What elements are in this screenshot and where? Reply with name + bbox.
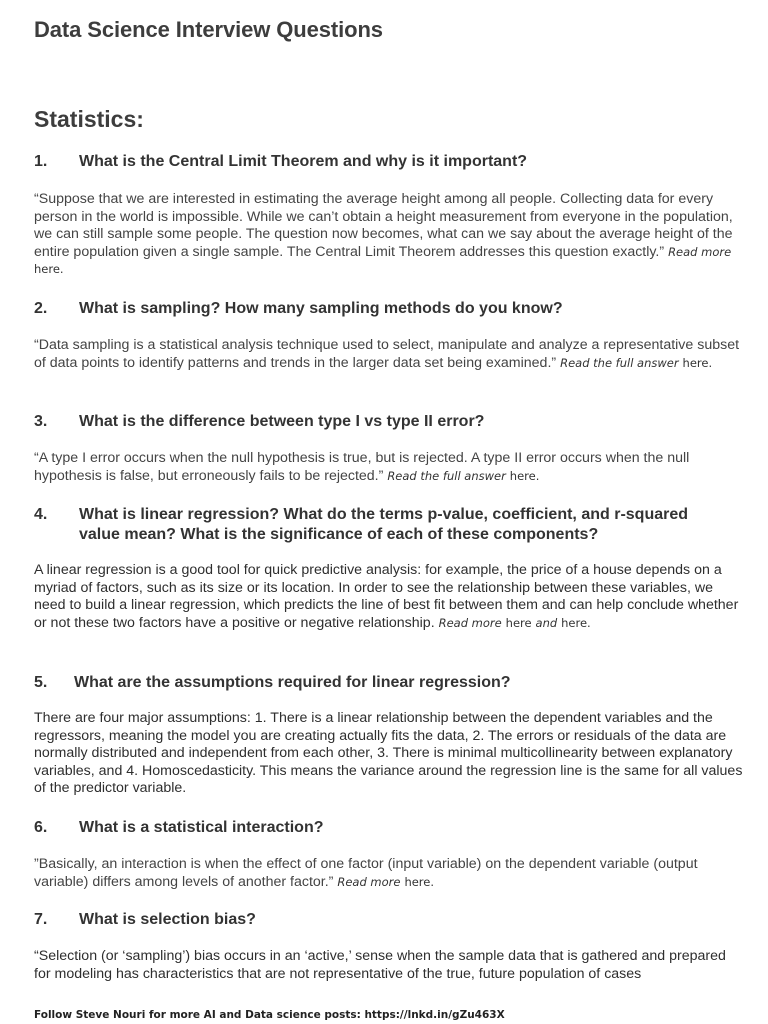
- question-text: What is selection bias?: [79, 911, 256, 928]
- question-7: [34, 910, 746, 930]
- question-2: [34, 299, 746, 319]
- answer-text: “Data sampling is a statistical analysis technique used to select, manipulate and analyze a representative subset of data points to identify patterns and trends in the larger data set being examined.”: [34, 337, 740, 371]
- question-number: 2.: [34, 300, 48, 317]
- document-title: Data Science Interview Questions: [34, 17, 383, 42]
- read-full-answer-link[interactable]: Read the full answer: [387, 468, 506, 483]
- question-text: What is the difference between type I vs type II error?: [79, 413, 485, 430]
- here-link[interactable]: here: [505, 615, 532, 630]
- question-4: [34, 505, 724, 545]
- here-link[interactable]: here.: [682, 355, 713, 370]
- question-number: 4.: [34, 506, 48, 523]
- answer-6: [34, 856, 746, 891]
- answer-text: “Suppose that we are interested in estimating the average height among all people. Collecting data for every person in the world is impossible. While we can’t obtain a height measurement from everyone in the population, we can still sample some people. The question now becomes, what can we say about the average height of the entire population given a single sample. The Central Limit Theorem addresses this question exactly.”: [34, 191, 733, 260]
- question-number: 7.: [34, 911, 48, 928]
- question-number: 5.: [34, 674, 48, 691]
- here-link[interactable]: here.: [404, 874, 435, 889]
- question-text: What is a statistical interaction?: [79, 819, 324, 836]
- answer-text: A linear regression is a good tool for quick predictive analysis: for example, the price of a house depends on a myriad of factors, such as its size or its location. In order to see the relationship between these variables, we need to build a linear regression, which predicts the line of best fit between them and can help conclude whether or not these two factors have a positive or negative relationship.: [34, 562, 739, 631]
- question-text: What is sampling? How many sampling methods do you know?: [79, 300, 563, 317]
- answer-text: “A type I error occurs when the null hypothesis is true, but is rejected. A type II error occurs when the null hypothesis is false, but erroneously fails to be rejected.”: [34, 450, 690, 484]
- question-1: [34, 152, 746, 172]
- and-text: and: [535, 615, 558, 630]
- answer-4: [34, 562, 746, 632]
- answer-3: [34, 450, 746, 485]
- answer-text: ”Basically, an interaction is when the effect of one factor (input variable) on the dependent variable (output variable) differs among levels of another factor.”: [34, 856, 698, 890]
- question-3: [34, 412, 746, 432]
- footer-text: Follow Steve Nouri for more AI and Data science posts: https://lnkd.in/gZu463X: [34, 1009, 505, 1021]
- read-full-answer-link[interactable]: Read the full answer: [560, 355, 679, 370]
- read-more-link[interactable]: Read more: [438, 615, 502, 630]
- question-6: [34, 818, 746, 838]
- read-more-link[interactable]: Read more: [337, 874, 401, 889]
- question-number: 6.: [34, 819, 48, 836]
- answer-text: “Selection (or ‘sampling’) bias occurs in an ‘active,’ sense when the sample data that is gathered and prepared for modeling has characteristics that are not representative of the true, future population of cases: [34, 948, 726, 982]
- question-number: 3.: [34, 413, 48, 430]
- here-link[interactable]: here.: [34, 262, 64, 277]
- question-text: What is linear regression? What do the terms p-value, coefficient, and r-squared value mean? What is the significance of each of these components?: [79, 506, 689, 543]
- question-number: 1.: [34, 153, 48, 170]
- answer-7: [34, 948, 746, 983]
- answer-2: [34, 337, 746, 372]
- answer-text: There are four major assumptions: 1. There is a linear relationship between the dependent variables and the regressors, meaning the model you are creating actually fits the data, 2. The errors or residuals of the data are normally distributed and independent from each other, 3. There is minimal multicollinearity between explanatory variables, and 4. Homoscedasticity. This means the variance around the regression line is the same for all values of the predictor variable.: [34, 710, 743, 797]
- read-more-link[interactable]: Read more: [668, 244, 732, 259]
- answer-5: [34, 710, 746, 798]
- question-5: [34, 673, 746, 693]
- question-text: What are the assumptions required for linear regression?: [74, 674, 511, 691]
- section-title: Statistics:: [34, 106, 144, 132]
- question-text: What is the Central Limit Theorem and why is it important?: [79, 153, 528, 170]
- answer-1: [34, 191, 746, 279]
- here-link-2[interactable]: here.: [561, 615, 591, 630]
- here-link[interactable]: here.: [509, 468, 540, 483]
